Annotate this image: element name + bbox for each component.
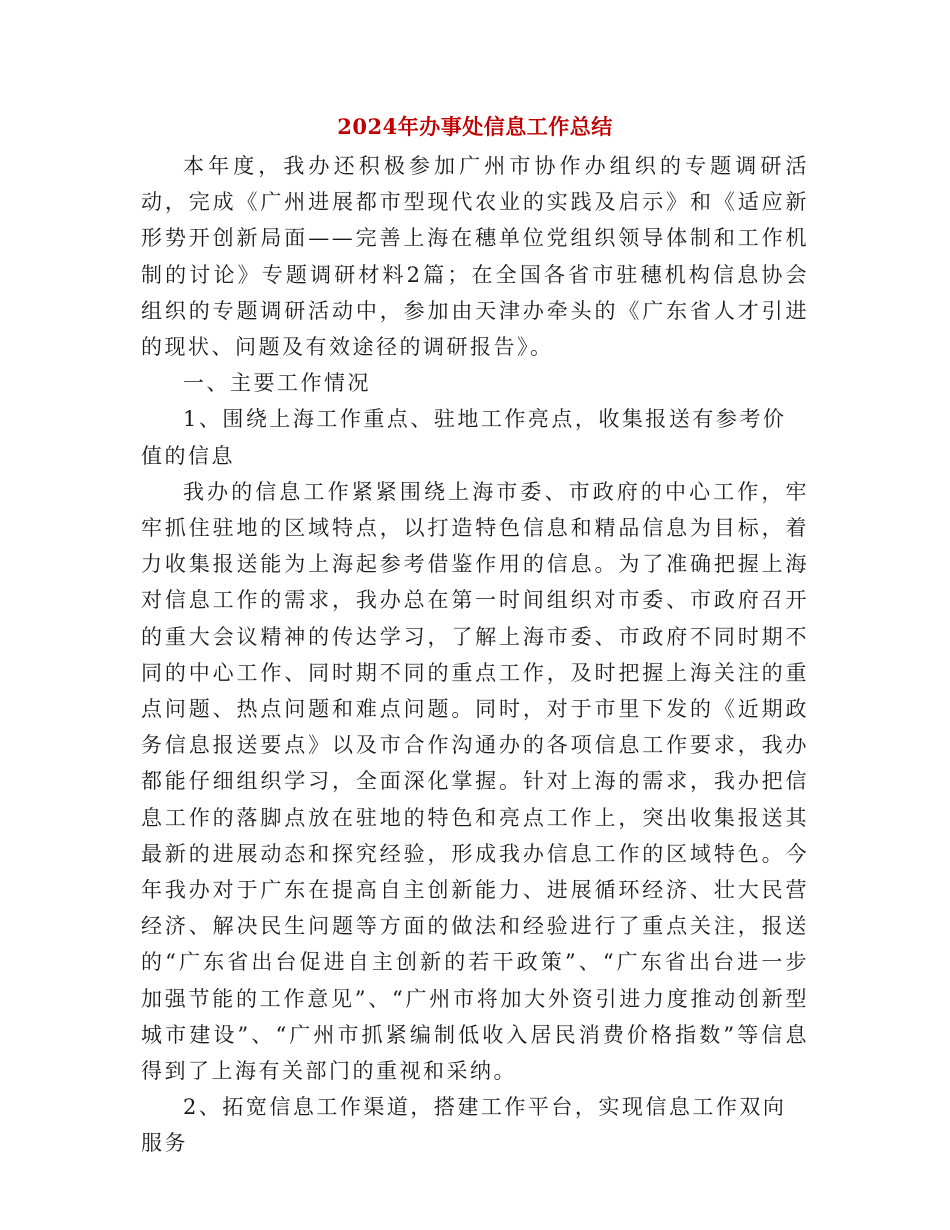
document-page	[141, 112, 809, 1162]
document-title: 2024年办事处信息工作总结	[337, 114, 613, 139]
paragraph-body-1: 我办的信息工作紧紧围绕上海市委、市政府的中心工作，牢牢抓住驻地的区域特点，以打造特色信息和精品信息为目标，着力收集报送能为上海起参考借鉴作用的信息。为了准确把握上海对信息工作的需求，我办总在第一时间组织对市委、市政府召开的重大会议精神的传达学习，了解上海市委、市政府不同时期不同的中心工作、同时期不同的重点工作，及时把握上海关注的重点问题、热点问题和难点问题。同时，对于市里下发的《近期政务信息报送要点》以及市合作沟通办的各项信息工作要求，我办都能仔细组织学习，全面深化掌握。针对上海的需求，我办把信息工作的落脚点放在驻地的特色和亮点工作上，突出收集报送其最新的进展动态和探究经验，形成我办信息工作的区域特色。今年我办对于广东在提高自主创新能力、进展循环经济、壮大民营经济、解决民生问题等方面的做法和经验进行了重点关注，报送的“广东省出台促进自主创新的若干政策”、“广东省出台进一步加强节能的工作意见”、“广州市将加大外资引进力度推动创新型城市建设”、“广州市抓紧编制低收入居民消费价格指数”等信息得到了上海有关部门的重视和采纳。	[141, 479, 809, 1084]
section-heading-main-work: 一、主要工作情况	[183, 371, 371, 396]
subsection-heading-2: 2、拓宽信息工作渠道，搭建工作平台，实现信息工作双向服务	[141, 1095, 787, 1156]
paragraph-intro: 本年度，我办还积极参加广州市协作办组织的专题调研活动，完成《广州进展都市型现代农业的实践及启示》和《适应新形势开创新局面——完善上海在穗单位党组织领导体制和工作机制的讨论》专题调研材料2篇；在全国各省市驻穗机构信息协会组织的专题调研活动中，参加由天津办牵头的《广东省人才引进的现状、问题及有效途径的调研报告》。	[141, 154, 809, 360]
subsection-heading-1: 1、围绕上海工作重点、驻地工作亮点，收集报送有参考价值的信息	[141, 407, 787, 468]
